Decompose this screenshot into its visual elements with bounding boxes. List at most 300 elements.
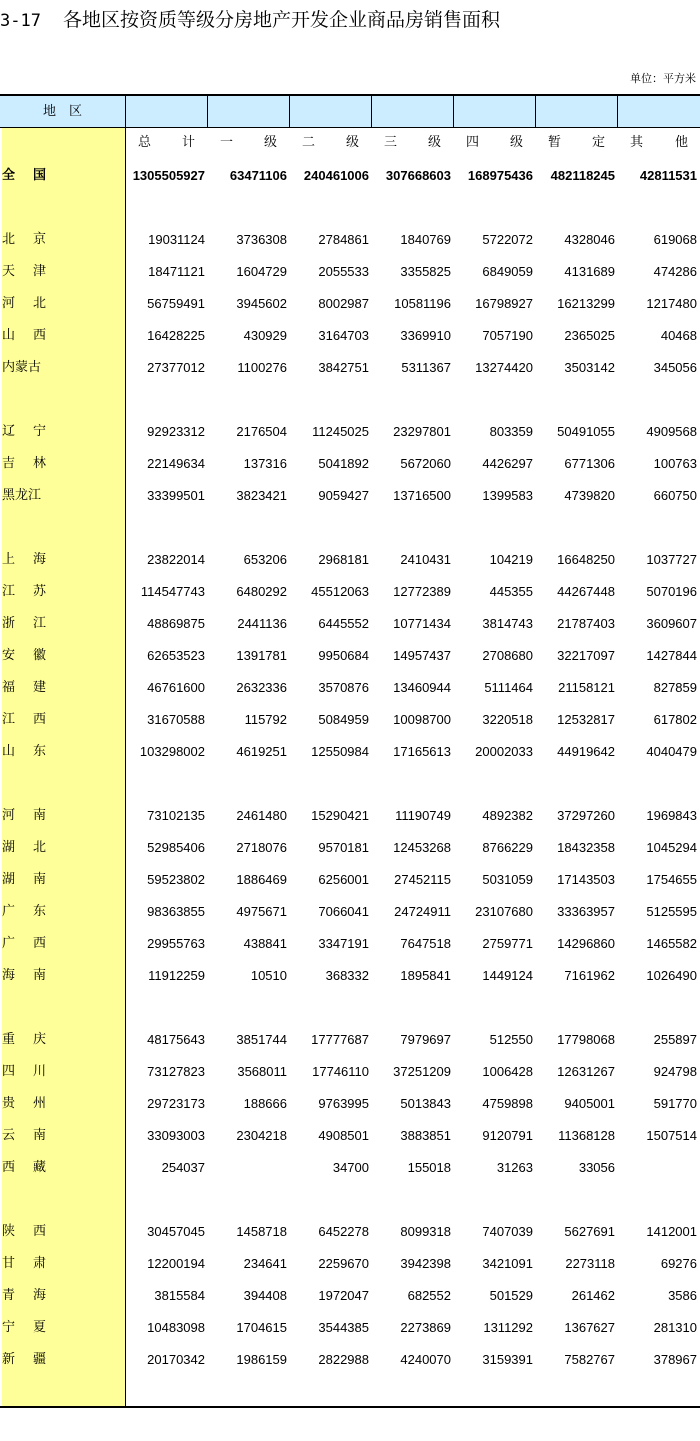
header-first-a: 一 — [220, 135, 234, 150]
cell-third: 11190749 — [395, 808, 451, 823]
cell-other: 345056 — [653, 360, 697, 375]
cell-total: 92923312 — [147, 424, 205, 439]
cell-other: 281310 — [653, 1320, 697, 1335]
cell-third: 3942398 — [400, 1256, 451, 1271]
header-provisional — [536, 96, 618, 150]
cell-second: 3347191 — [318, 936, 369, 951]
header-second-a: 二 — [302, 135, 316, 150]
region-name: 吉 林 — [2, 456, 46, 471]
table-row — [0, 864, 700, 896]
region-name: 江 西 — [2, 712, 46, 727]
cell-other: 1507514 — [646, 1128, 697, 1143]
cell-provisional: 482118245 — [550, 168, 615, 183]
cell-provisional: 1367627 — [564, 1320, 615, 1335]
cell-fourth: 5111464 — [484, 680, 533, 695]
cell-other: 69276 — [660, 1256, 697, 1271]
cell-provisional: 50491055 — [557, 424, 615, 439]
table-row — [0, 640, 700, 672]
cell-other: 1026490 — [646, 968, 697, 983]
cell-provisional: 37297260 — [557, 808, 615, 823]
cell-fourth: 31263 — [496, 1160, 533, 1175]
cell-other: 660750 — [653, 488, 697, 503]
table-row — [0, 800, 700, 832]
cell-third: 155018 — [407, 1160, 451, 1175]
cell-provisional: 32217097 — [557, 648, 615, 663]
cell-provisional: 261462 — [571, 1288, 615, 1303]
cell-fourth: 1311292 — [483, 1320, 533, 1335]
cell-other: 1754655 — [646, 872, 697, 887]
cell-third: 5013843 — [400, 1096, 451, 1111]
cell-second: 240461006 — [303, 168, 369, 183]
cell-provisional: 2273118 — [565, 1256, 615, 1271]
cell-other: 1427844 — [646, 648, 697, 663]
table-row — [0, 960, 700, 992]
cell-total: 10483098 — [147, 1320, 205, 1335]
cell-second: 4908501 — [318, 1128, 369, 1143]
cell-first: 1100276 — [237, 360, 287, 375]
cell-provisional: 4131689 — [564, 264, 615, 279]
table-row — [0, 608, 700, 640]
cell-total: 18471121 — [148, 264, 205, 279]
region-name: 河 北 — [2, 296, 46, 311]
cell-fourth: 168975436 — [467, 168, 533, 183]
cell-fourth: 3421091 — [482, 1256, 533, 1271]
cell-second: 9059427 — [318, 488, 369, 503]
cell-third: 3883851 — [400, 1128, 451, 1143]
cell-second: 12550984 — [311, 744, 369, 759]
cell-total: 98363855 — [147, 904, 205, 919]
region-name: 青 海 — [2, 1288, 46, 1303]
cell-first: 115792 — [244, 712, 287, 727]
cell-first: 2632336 — [236, 680, 287, 695]
cell-other: 4040479 — [646, 744, 697, 759]
header-second-b: 级 — [345, 135, 359, 150]
cell-second: 2055533 — [318, 264, 369, 279]
cell-other: 3586 — [668, 1288, 697, 1303]
cell-second: 3164703 — [318, 328, 369, 343]
cell-other: 4909568 — [646, 424, 697, 439]
cell-total: 103298002 — [139, 744, 205, 759]
region-name: 云 南 — [2, 1128, 46, 1143]
cell-fourth: 13274420 — [475, 360, 533, 375]
table-row-national — [0, 160, 700, 192]
cell-provisional: 4739820 — [564, 488, 615, 503]
cell-provisional: 9405001 — [564, 1096, 615, 1111]
cell-fourth: 23107680 — [475, 904, 533, 919]
region-name: 天 津 — [2, 264, 46, 279]
cell-second: 368332 — [325, 968, 369, 983]
cell-first: 2304218 — [236, 1128, 287, 1143]
cell-third: 7979697 — [400, 1032, 451, 1047]
cell-other: 1465582 — [646, 936, 697, 951]
cell-total: 16428225 — [147, 328, 205, 343]
unit-label: 单位：平方米 — [630, 72, 696, 85]
cell-provisional: 5627691 — [564, 1224, 615, 1239]
cell-fourth: 5031059 — [482, 872, 533, 887]
cell-fourth: 3159391 — [482, 1352, 533, 1367]
header-other-b: 他 — [674, 135, 688, 150]
region-name: 甘 肃 — [2, 1256, 46, 1271]
region-name: 重 庆 — [2, 1032, 46, 1047]
cell-total: 33093003 — [147, 1128, 205, 1143]
cell-third: 5311367 — [401, 360, 451, 375]
cell-fourth: 5722072 — [482, 232, 533, 247]
cell-total: 48175643 — [147, 1032, 205, 1047]
cell-total: 46761600 — [147, 680, 205, 695]
region-name: 山 东 — [2, 744, 46, 759]
cell-fourth: 3220518 — [482, 712, 533, 727]
cell-first: 653206 — [243, 552, 287, 567]
cell-first: 10510 — [250, 968, 287, 983]
table-row — [0, 544, 700, 576]
cell-third: 10581196 — [394, 296, 451, 311]
cell-provisional: 21158121 — [558, 680, 615, 695]
cell-other: 1037727 — [646, 552, 697, 567]
cell-fourth: 2759771 — [482, 936, 533, 951]
cell-third: 10098700 — [393, 712, 451, 727]
cell-provisional: 17143503 — [557, 872, 615, 887]
region-name: 上 海 — [2, 552, 46, 567]
cell-provisional: 14296860 — [557, 936, 615, 951]
table-row — [0, 576, 700, 608]
cell-fourth: 7407039 — [482, 1224, 533, 1239]
region-name: 全 国 — [2, 168, 46, 183]
cell-other: 1217480 — [646, 296, 697, 311]
cell-fourth: 1399583 — [482, 488, 533, 503]
cell-first: 394408 — [243, 1288, 287, 1303]
cell-second: 7066041 — [318, 904, 369, 919]
cell-first: 3736308 — [236, 232, 287, 247]
cell-second: 8002987 — [318, 296, 369, 311]
cell-fourth: 1006428 — [482, 1064, 533, 1079]
cell-total: 11912259 — [148, 968, 205, 983]
cell-fourth: 445355 — [489, 584, 533, 599]
cell-total: 62653523 — [147, 648, 205, 663]
region-name: 广 东 — [2, 904, 46, 919]
cell-total: 1305505927 — [132, 168, 205, 183]
table-row — [0, 1216, 700, 1248]
cell-first: 2718076 — [236, 840, 287, 855]
cell-other: 378967 — [653, 1352, 697, 1367]
cell-first: 1458718 — [236, 1224, 287, 1239]
cell-provisional: 11368128 — [558, 1128, 615, 1143]
cell-first: 2441136 — [237, 616, 287, 631]
cell-first: 4975671 — [236, 904, 287, 919]
cell-second: 2822988 — [318, 1352, 369, 1367]
cell-third: 23297801 — [393, 424, 451, 439]
header-fourth-b: 级 — [509, 135, 523, 150]
region-name: 宁 夏 — [2, 1320, 46, 1335]
region-name: 贵 州 — [2, 1096, 46, 1111]
region-name: 四 川 — [2, 1064, 46, 1079]
cell-total: 114547743 — [140, 584, 205, 599]
cell-provisional: 7161962 — [564, 968, 615, 983]
cell-second: 3842751 — [318, 360, 369, 375]
cell-second: 2968181 — [318, 552, 369, 567]
cell-provisional: 4328046 — [564, 232, 615, 247]
cell-first: 234641 — [243, 1256, 287, 1271]
cell-third: 2410431 — [400, 552, 451, 567]
cell-third: 4240070 — [400, 1352, 451, 1367]
region-name: 江 苏 — [2, 584, 46, 599]
cell-third: 3369910 — [400, 328, 451, 343]
cell-other: 40468 — [660, 328, 697, 343]
table-row — [0, 480, 700, 512]
cell-first: 1986159 — [236, 1352, 287, 1367]
cell-provisional: 33363957 — [557, 904, 615, 919]
cell-third: 682552 — [407, 1288, 451, 1303]
cell-second: 11245025 — [312, 424, 369, 439]
region-name: 广 西 — [2, 936, 46, 951]
cell-total: 22149634 — [147, 456, 205, 471]
cell-provisional: 17798068 — [557, 1032, 615, 1047]
cell-provisional: 7582767 — [564, 1352, 615, 1367]
cell-second: 1972047 — [318, 1288, 369, 1303]
cell-other: 827859 — [653, 680, 697, 695]
cell-other: 255897 — [653, 1032, 697, 1047]
cell-second: 3570876 — [318, 680, 369, 695]
cell-first: 430929 — [243, 328, 287, 343]
cell-total: 29723173 — [147, 1096, 205, 1111]
cell-other: 619068 — [653, 232, 697, 247]
region-name: 山 西 — [2, 328, 46, 343]
cell-total: 20170342 — [147, 1352, 205, 1367]
table-row — [0, 1088, 700, 1120]
cell-other: 100763 — [653, 456, 697, 471]
region-name: 辽 宁 — [2, 424, 46, 439]
cell-total: 19031124 — [148, 232, 205, 247]
cell-first: 3823421 — [236, 488, 287, 503]
cell-fourth: 104219 — [489, 552, 533, 567]
cell-fourth: 1449124 — [482, 968, 533, 983]
cell-third: 3355825 — [400, 264, 451, 279]
cell-first: 1886469 — [236, 872, 287, 887]
cell-fourth: 3814743 — [482, 616, 533, 631]
region-name: 安 徽 — [2, 648, 46, 663]
table-row — [0, 1056, 700, 1088]
header-third-a: 三 — [384, 135, 398, 150]
table-row — [0, 256, 700, 288]
table-row — [0, 896, 700, 928]
cell-second: 17746110 — [312, 1064, 369, 1079]
cell-other: 5125595 — [646, 904, 697, 919]
cell-provisional: 2365025 — [564, 328, 615, 343]
cell-total: 29955763 — [147, 936, 205, 951]
table-row — [0, 832, 700, 864]
cell-other: 924798 — [653, 1064, 697, 1079]
cell-second: 6445552 — [318, 616, 369, 631]
cell-third: 27452115 — [394, 872, 451, 887]
cell-provisional: 3503142 — [564, 360, 615, 375]
cell-second: 5041892 — [318, 456, 369, 471]
table-row — [0, 1344, 700, 1376]
cell-fourth: 501529 — [489, 1288, 533, 1303]
cell-third: 14957437 — [393, 648, 451, 663]
cell-third: 10771434 — [393, 616, 451, 631]
cell-other: 42811531 — [639, 168, 697, 183]
cell-second: 9950684 — [318, 648, 369, 663]
cell-fourth: 4759898 — [482, 1096, 533, 1111]
cell-second: 6256001 — [318, 872, 369, 887]
table-header — [0, 96, 700, 150]
cell-fourth: 2708680 — [482, 648, 533, 663]
region-name: 陕 西 — [2, 1224, 46, 1239]
cell-fourth: 512550 — [489, 1032, 533, 1047]
cell-total: 30457045 — [147, 1224, 205, 1239]
table-row — [0, 1312, 700, 1344]
cell-third: 37251209 — [393, 1064, 451, 1079]
header-second — [290, 96, 372, 150]
cell-provisional: 33056 — [578, 1160, 615, 1175]
cell-other: 617802 — [653, 712, 697, 727]
cell-fourth: 16798927 — [475, 296, 533, 311]
table-row — [0, 1120, 700, 1152]
cell-second: 17777687 — [311, 1032, 369, 1047]
cell-second: 45512063 — [311, 584, 369, 599]
cell-provisional: 12631267 — [557, 1064, 615, 1079]
cell-third: 5672060 — [400, 456, 451, 471]
header-provisional-a: 暂 — [548, 135, 562, 150]
cell-total: 23822014 — [147, 552, 205, 567]
header-provisional-b: 定 — [591, 135, 605, 150]
header-other — [618, 96, 700, 150]
cell-first: 3851744 — [236, 1032, 287, 1047]
cell-fourth: 6849059 — [482, 264, 533, 279]
region-name: 浙 江 — [2, 616, 46, 631]
header-total-b: 计 — [181, 135, 195, 150]
header-total — [126, 96, 208, 150]
cell-first: 1704615 — [236, 1320, 287, 1335]
cell-fourth: 803359 — [489, 424, 533, 439]
cell-other: 1045294 — [646, 840, 697, 855]
cell-third: 13460944 — [393, 680, 451, 695]
cell-third: 307668603 — [385, 168, 451, 183]
cell-fourth: 4892382 — [482, 808, 533, 823]
region-name: 内蒙古 — [2, 360, 42, 375]
page-title — [0, 6, 500, 34]
table-row — [0, 224, 700, 256]
cell-second: 9763995 — [318, 1096, 369, 1111]
cell-first: 188666 — [243, 1096, 287, 1111]
cell-third: 8099318 — [400, 1224, 451, 1239]
cell-first: 3568011 — [237, 1064, 287, 1079]
bottom-rule — [0, 1406, 700, 1408]
cell-other: 591770 — [653, 1096, 697, 1111]
table-row — [0, 448, 700, 480]
cell-total: 73127823 — [147, 1064, 205, 1079]
cell-fourth: 4426297 — [482, 456, 533, 471]
cell-first: 6480292 — [236, 584, 287, 599]
header-first-b: 级 — [263, 135, 277, 150]
cell-second: 15290421 — [311, 808, 369, 823]
cell-first: 137316 — [243, 456, 287, 471]
header-first — [208, 96, 290, 150]
cell-third: 24724911 — [394, 904, 451, 919]
table-row — [0, 320, 700, 352]
cell-third: 1895841 — [400, 968, 451, 983]
header-region: 地 区 — [0, 96, 126, 127]
cell-first: 63471106 — [229, 168, 287, 183]
cell-total: 56759491 — [147, 296, 205, 311]
cell-total: 59523802 — [147, 872, 205, 887]
cell-total: 33399501 — [147, 488, 205, 503]
table-row — [0, 672, 700, 704]
cell-third: 1840769 — [400, 232, 451, 247]
table-row — [0, 704, 700, 736]
cell-third: 2273869 — [400, 1320, 451, 1335]
region-name: 海 南 — [2, 968, 46, 983]
cell-provisional: 12532817 — [557, 712, 615, 727]
cell-provisional: 6771306 — [564, 456, 615, 471]
region-name: 河 南 — [2, 808, 46, 823]
table-number: 3-17 — [0, 11, 41, 31]
cell-total: 254037 — [161, 1160, 205, 1175]
cell-other: 1969843 — [646, 808, 697, 823]
cell-fourth: 20002033 — [475, 744, 533, 759]
header-third — [372, 96, 454, 150]
cell-first: 2461480 — [236, 808, 287, 823]
cell-provisional: 21787403 — [557, 616, 615, 631]
region-name: 福 建 — [2, 680, 46, 695]
header-total-a: 总 — [138, 135, 152, 150]
table-row — [0, 1248, 700, 1280]
cell-second: 2784861 — [318, 232, 369, 247]
table-row — [0, 1280, 700, 1312]
cell-second: 5084959 — [318, 712, 369, 727]
cell-first: 1604729 — [236, 264, 287, 279]
cell-first: 2176504 — [236, 424, 287, 439]
cell-provisional: 44919642 — [557, 744, 615, 759]
cell-provisional: 16648250 — [557, 552, 615, 567]
cell-second: 3544385 — [318, 1320, 369, 1335]
cell-provisional: 18432358 — [557, 840, 615, 855]
cell-third: 17165613 — [393, 744, 451, 759]
cell-provisional: 44267448 — [557, 584, 615, 599]
table-row — [0, 352, 700, 384]
cell-fourth: 7057190 — [482, 328, 533, 343]
header-third-b: 级 — [427, 135, 441, 150]
cell-fourth: 8766229 — [482, 840, 533, 855]
cell-other: 1412001 — [646, 1224, 697, 1239]
cell-total: 73102135 — [147, 808, 205, 823]
table-row — [0, 1152, 700, 1184]
header-fourth — [454, 96, 536, 150]
cell-total: 3815584 — [154, 1288, 205, 1303]
table-row — [0, 416, 700, 448]
cell-total: 52985406 — [147, 840, 205, 855]
region-name: 黑龙江 — [2, 488, 42, 503]
cell-second: 9570181 — [318, 840, 369, 855]
cell-third: 7647518 — [400, 936, 451, 951]
header-fourth-a: 四 — [466, 135, 480, 150]
cell-first: 1391781 — [236, 648, 287, 663]
cell-other: 474286 — [653, 264, 697, 279]
region-name: 北 京 — [2, 232, 46, 247]
cell-provisional: 16213299 — [557, 296, 615, 311]
cell-total: 48869875 — [147, 616, 205, 631]
region-name: 湖 南 — [2, 872, 46, 887]
cell-first: 3945602 — [236, 296, 287, 311]
cell-third: 12772389 — [393, 584, 451, 599]
region-name: 西 藏 — [2, 1160, 46, 1175]
cell-total: 31670588 — [147, 712, 205, 727]
cell-second: 6452278 — [318, 1224, 369, 1239]
cell-first: 438841 — [243, 936, 287, 951]
table-row — [0, 736, 700, 768]
cell-total: 27377012 — [147, 360, 205, 375]
cell-second: 2259670 — [318, 1256, 369, 1271]
table-row — [0, 288, 700, 320]
